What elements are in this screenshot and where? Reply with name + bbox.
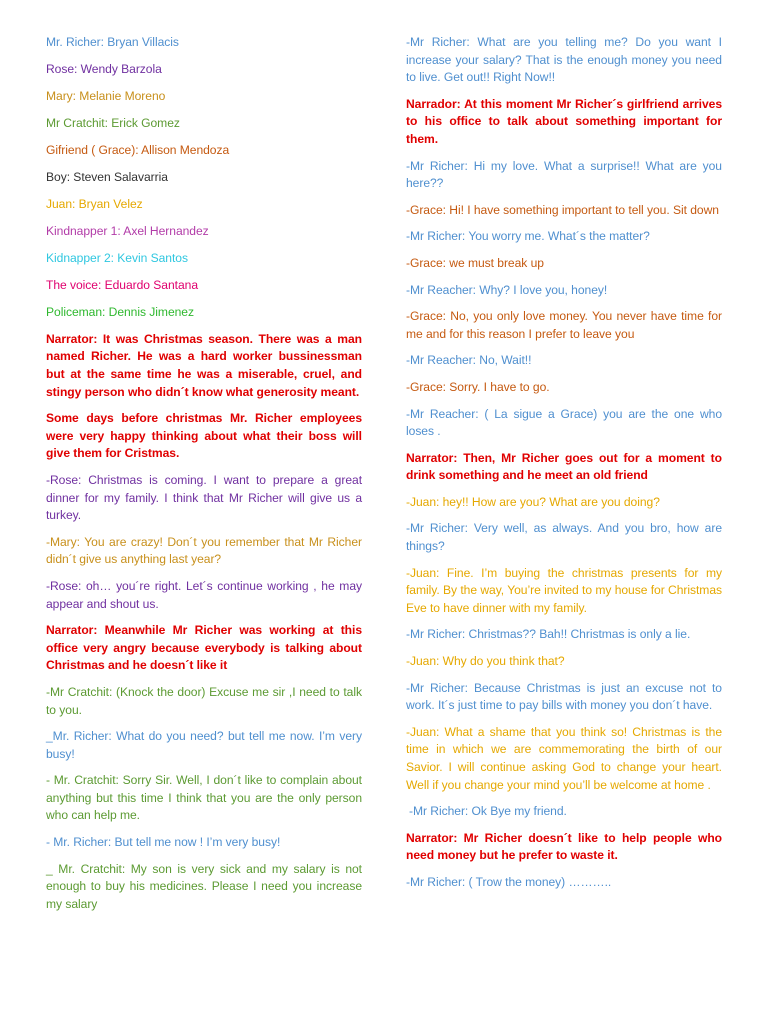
cast-entry-mary: Mary: Melanie Moreno [46, 88, 166, 103]
dialogue-grace: -Grace: No, you only love money. You never have time for me and for this reason I prefer to leave you [406, 309, 722, 341]
narration-some-days-before-christmas-mr-richer-emp: Some days before christmas Mr. Richer employees were very happy thinking about what their boss will give them for Cristmas. [46, 411, 362, 461]
dialogue-rose: -Rose: oh… you´re right. Let´s continue working , he may appear and shout us. [46, 578, 362, 611]
cast-entry-kidnapper-2: Kidnapper 2: Kevin Santos [46, 250, 188, 265]
cast-entry-mr-cratchit: Mr Cratchit: Erick Gomez [46, 115, 180, 130]
right-column [406, 34, 722, 901]
left-column [46, 34, 362, 922]
cast-entry-juan: Juan: Bryan Velez [46, 196, 143, 211]
cast-entry-policeman: Policeman: Dennis Jimenez [46, 304, 194, 319]
dialogue-grace: -Grace: we must break up [406, 255, 544, 270]
dialogue-mr-richer: -Mr Richer: Christmas?? Bah!! Christmas is only a lie. [406, 627, 691, 642]
dialogue-mr-richer: - Mr. Richer: But tell me now ! I’m very busy! [46, 835, 281, 850]
cast-entry-the-voice: The voice: Eduardo Santana [46, 277, 198, 292]
cast-entry-rose: Rose: Wendy Barzola [46, 61, 162, 76]
cast-entry-kindnapper-1: Kindnapper 1: Axel Hernandez [46, 223, 209, 238]
cast-entry-boy: Boy: Steven Salavarria [46, 169, 168, 184]
dialogue-juan: -Juan: What a shame that you think so! Christmas is the time in which we are commemorating the birth of our Savior. I will continue asking God to change your heart. Well if you change your mind you’ll be welcome at home . [406, 724, 722, 792]
dialogue-mr-richer: -Mr Richer: Because Christmas is just an excuse not to work. It´s just time to pay bills with money you don´t have. [406, 680, 722, 713]
dialogue-mr-richer: -Mr Richer: Hi my love. What a surprise!! What are you here?? [406, 158, 722, 191]
cast-entry-gifriend-grace: Gifriend ( Grace): Allison Mendoza [46, 142, 230, 157]
dialogue-mr-reacher: -Mr Reacher: No, Wait!! [406, 353, 532, 368]
dialogue-mr-reacher: -Mr Reacher: Why? I love you, honey! [406, 282, 608, 297]
dialogue-mr-richer: -Mr Richer: Ok Bye my friend. [409, 804, 567, 819]
dialogue-juan: -Juan: Fine. I’m buying the christmas presents for my family. By the way, You’re invited to my house for Christmas Eve to have dinner with my family. [406, 565, 722, 615]
dialogue-mr-richer: -Mr Richer: ( Trow the money) ……….. [406, 874, 612, 889]
dialogue-mr-richer: -Mr Richer: Very well, as always. And you bro, how are things? [406, 521, 722, 554]
dialogue-mr-richer: -Mr Richer: You worry me. What´s the matter? [406, 229, 650, 244]
dialogue-mr-richer: -Mr Richer: What are you telling me? Do you want I increase your salary? That is the enough money you need to live. Get out!! Right Now!! [406, 35, 722, 85]
cast-entry-mr-richer: Mr. Richer: Bryan Villacis [46, 35, 179, 49]
dialogue-mr-richer: _Mr. Richer: What do you need? but tell me now. I’m very busy! [46, 729, 362, 761]
narration-narrador: Narrador: At this moment Mr Richer´s girlfriend arrives to his office to talk about something important for them. [406, 96, 722, 146]
dialogue-mr-cratchit: -Mr Cratchit: (Knock the door) Excuse me sir ,I need to talk to you. [46, 684, 362, 717]
dialogue-grace: -Grace: Hi! I have something important to tell you. Sit down [406, 202, 719, 217]
dialogue-mr-cratchit: - Mr. Cratchit: Sorry Sir. Well, I don´t like to complain about anything but this time I think that you are the only person who can help me. [46, 773, 362, 823]
narration-narrator: Narrator: Meanwhile Mr Richer was working at this office very angry because everybody is talking about Christmas and he doesn´t like it [46, 623, 362, 673]
narration-narrator: Narrator: Mr Richer doesn´t like to help people who need money but he prefer to waste it. [406, 830, 722, 863]
dialogue-grace: -Grace: Sorry. I have to go. [406, 379, 550, 394]
dialogue-mr-reacher: -Mr Reacher: ( La sigue a Grace) you are the one who loses . [406, 406, 722, 439]
narration-narrator: Narrator: Then, Mr Richer goes out for a moment to drink something and he meet an old friend [406, 450, 722, 483]
dialogue-juan: -Juan: Why do you think that? [406, 654, 565, 669]
dialogue-juan: -Juan: hey!! How are you? What are you doing? [406, 494, 660, 509]
dialogue-mary: -Mary: You are crazy! Don´t you remember that Mr Richer didn´t give us anything last year? [46, 534, 362, 567]
dialogue-rose: -Rose: Christmas is coming. I want to prepare a great dinner for my family. I think that Mr Richer will give us a turkey. [46, 472, 362, 523]
dialogue-mr-cratchit: _ Mr. Cratchit: My son is very sick and my salary is not enough to buy his medicines. Please I need you increase my salary [46, 861, 362, 911]
narration-narrator: Narrator: It was Christmas season. There was a man named Richer. He was a hard worker bussinessman but at the same time he was a miserable, cruel, and stingy person who didn´t know what generosity meant. [46, 331, 362, 399]
